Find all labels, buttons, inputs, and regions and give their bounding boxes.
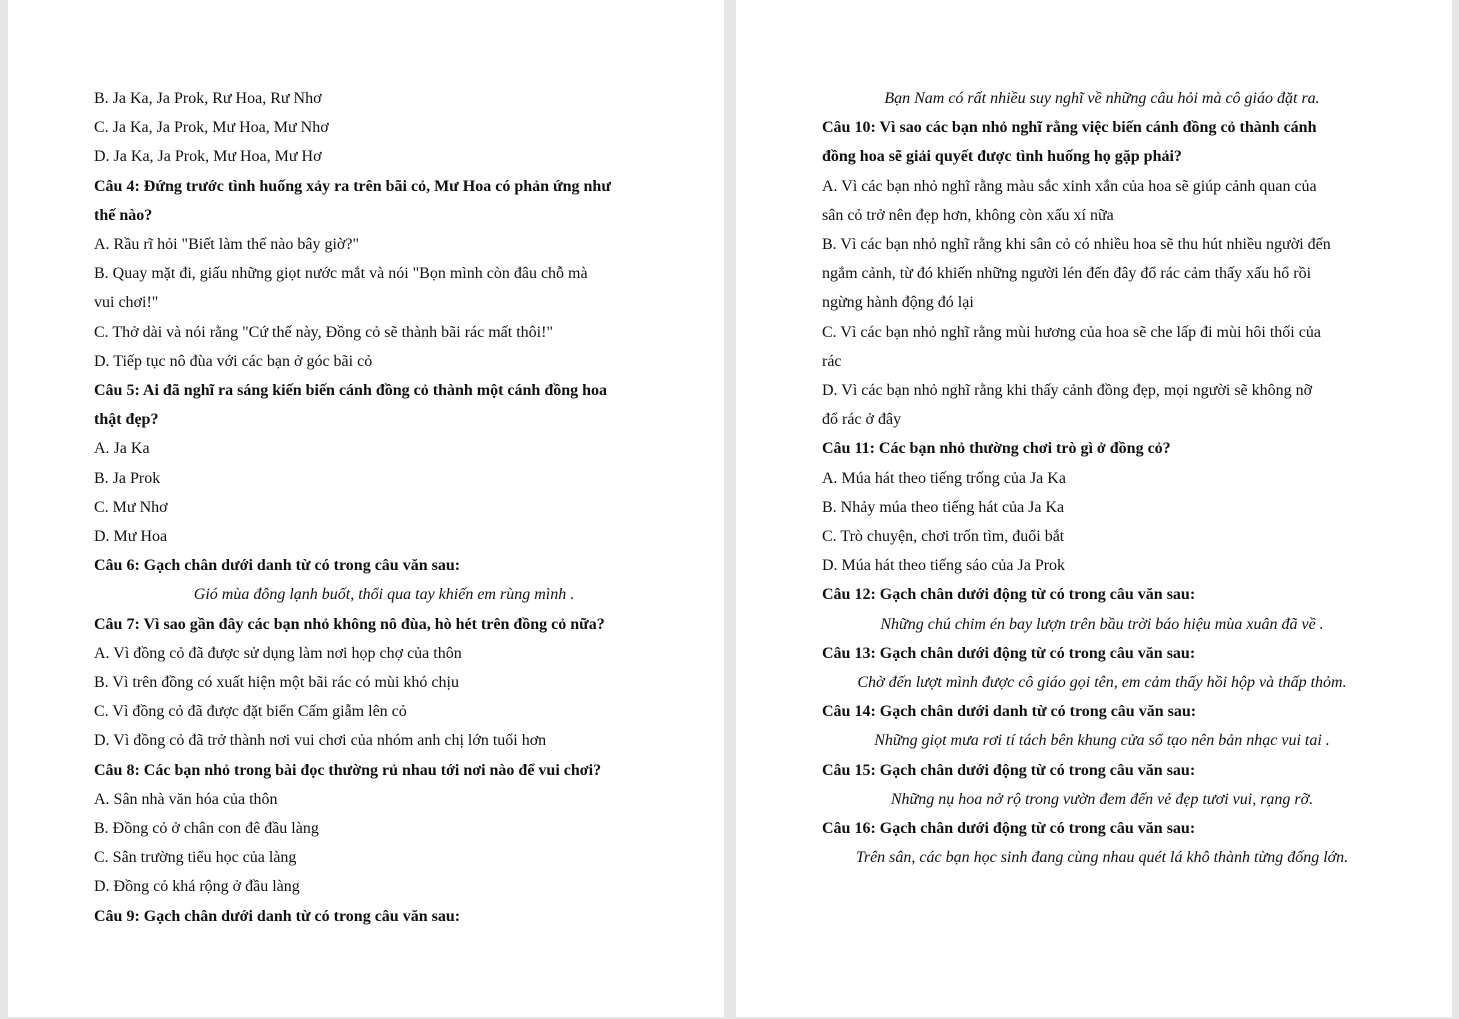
answer-option: D. Đồng cỏ khá rộng ở đầu làng [94,878,300,896]
answer-option: C. Sân trường tiểu học của làng [94,849,297,867]
answer-option: đổ rác ở đây [822,411,902,429]
answer-option: C. Trò chuyện, chơi trốn tìm, đuổi bắt [822,528,1065,546]
question-text: Câu 6: Gạch chân dưới danh từ có trong câu văn sau: [94,557,461,575]
answer-option: C. Vì các bạn nhỏ nghĩ rằng mùi hương của hoa sẽ che lấp đi mùi hôi thối của [822,323,1321,341]
answer-option: D. Vì các bạn nhỏ nghĩ rằng khi thấy cảnh đồng đẹp, mọi người sẽ không nỡ [822,382,1313,400]
example-sentence: Những chú chim én bay lượn trên bầu trời báo hiệu mùa xuân đã về . [880,615,1324,633]
answer-option: A. Rầu rĩ hỏi "Biết làm thế nào bây giờ?" [94,236,360,254]
answer-option: A. Sân nhà văn hóa của thôn [94,790,278,808]
question-text: Câu 9: Gạch chân dưới danh từ có trong câu văn sau: [94,907,461,925]
example-sentence: Bạn Nam có rất nhiều suy nghĩ về những câu hỏi mà cô giáo đặt ra. [884,90,1320,107]
answer-option: D. Tiếp tục nô đùa với các bạn ở góc bãi cỏ [94,352,373,370]
example-sentence: Chờ đến lượt mình được cô giáo gọi tên, em cảm thấy hồi hộp và thấp thỏm. [857,674,1347,692]
example-sentence: Những nụ hoa nở rộ trong vườn đem đến vẻ đẹp tươi vui, rạng rỡ. [890,790,1314,808]
answer-option: B. Nhảy múa theo tiếng hát của Ja Ka [822,498,1065,516]
answer-option: C. Ja Ka, Ja Prok, Mư Hoa, Mư Nhơ [94,119,329,137]
question-text: Câu 14: Gạch chân dưới danh từ có trong câu văn sau: [822,703,1197,721]
answer-option: A. Ja Ka [94,440,150,458]
question-text: thế nào? [94,206,153,224]
answer-option: C. Mư Nhơ [94,498,168,516]
question-text: Câu 12: Gạch chân dưới động từ có trong câu văn sau: [822,586,1196,604]
question-text: Câu 4: Đứng trước tình huống xảy ra trên bãi cỏ, Mư Hoa có phản ứng như [94,177,611,195]
example-sentence: Gió mùa đông lạnh buốt, thổi qua tay khiến em rùng mình . [193,586,575,604]
answer-option: D. Mư Hoa [94,528,168,546]
answer-option: A. Vì các bạn nhỏ nghĩ rằng màu sắc xinh xắn của hoa sẽ giúp cảnh quan của [822,177,1317,195]
page-left-content [94,84,674,931]
page-right [736,0,1452,1017]
answer-option: A. Vì đồng cỏ đã được sử dụng làm nơi họp chợ của thôn [94,644,462,662]
answer-option: D. Vì đồng cỏ đã trở thành nơi vui chơi của nhóm anh chị lớn tuổi hơn [94,732,547,750]
answer-option: vui chơi!" [94,294,159,312]
answer-option: A. Múa hát theo tiếng trống của Ja Ka [822,469,1066,487]
question-text: Câu 5: Ai đã nghĩ ra sáng kiến biến cánh đồng cỏ thành một cánh đồng hoa [94,382,608,400]
answer-option: B. Đồng cỏ ở chân con đê đầu làng [94,820,319,838]
answer-option: B. Vì trên đồng có xuất hiện một bãi rác có mùi khó chịu [94,674,459,692]
answer-option: B. Quay mặt đi, giấu những giọt nước mắt và nói "Bọn mình còn đâu chỗ mà [94,265,588,283]
answer-option: ngừng hành động đó lại [822,294,974,312]
answer-option: D. Múa hát theo tiếng sáo của Ja Prok [822,557,1066,575]
answer-option: C. Vì đồng cỏ đã được đặt biển Cấm giẫm lên cỏ [94,703,407,721]
question-text: Câu 7: Vì sao gần đây các bạn nhỏ không nô đùa, hò hét trên đồng cỏ nữa? [94,615,605,633]
page-right-content [822,84,1382,872]
example-sentence: Những giọt mưa rơi tí tách bên khung cửa sổ tạo nên bản nhạc vui tai . [874,732,1330,750]
question-text: thật đẹp? [94,411,159,429]
question-text: Câu 11: Các bạn nhỏ thường chơi trò gì ở đồng cỏ? [822,440,1171,458]
question-text: Câu 10: Vì sao các bạn nhỏ nghĩ rằng việc biến cánh đồng cỏ thành cánh [822,119,1317,137]
page-left [8,0,724,1017]
question-text: Câu 15: Gạch chân dưới động từ có trong câu văn sau: [822,761,1196,779]
answer-option: rác [822,352,842,370]
question-text: Câu 8: Các bạn nhỏ trong bài đọc thường rủ nhau tới nơi nào để vui chơi? [94,761,602,779]
example-sentence: Trên sân, các bạn học sinh đang cùng nhau quét lá khô thành từng đống lớn. [855,849,1349,867]
answer-option: B. Ja Prok [94,469,161,487]
answer-option: C. Thở dài và nói rằng "Cứ thế này, Đồng cỏ sẽ thành bãi rác mất thôi!" [94,323,553,341]
question-text: đồng hoa sẽ giải quyết được tình huống họ gặp phải? [822,148,1182,166]
answer-option: D. Ja Ka, Ja Prok, Mư Hoa, Mư Hơ [94,148,322,166]
answer-option: sân cỏ trở nên đẹp hơn, không còn xấu xí nữa [822,206,1114,224]
answer-option: B. Vì các bạn nhỏ nghĩ rằng khi sân cỏ có nhiều hoa sẽ thu hút nhiều người đến [822,236,1331,254]
answer-option: B. Ja Ka, Ja Prok, Rư Hoa, Rư Nhơ [94,90,322,107]
question-text: Câu 16: Gạch chân dưới động từ có trong câu văn sau: [822,820,1196,838]
answer-option: ngắm cảnh, từ đó khiến những người lén đến đây đổ rác cảm thấy xấu hổ rồi [822,265,1312,283]
question-text: Câu 13: Gạch chân dưới động từ có trong câu văn sau: [822,644,1196,662]
